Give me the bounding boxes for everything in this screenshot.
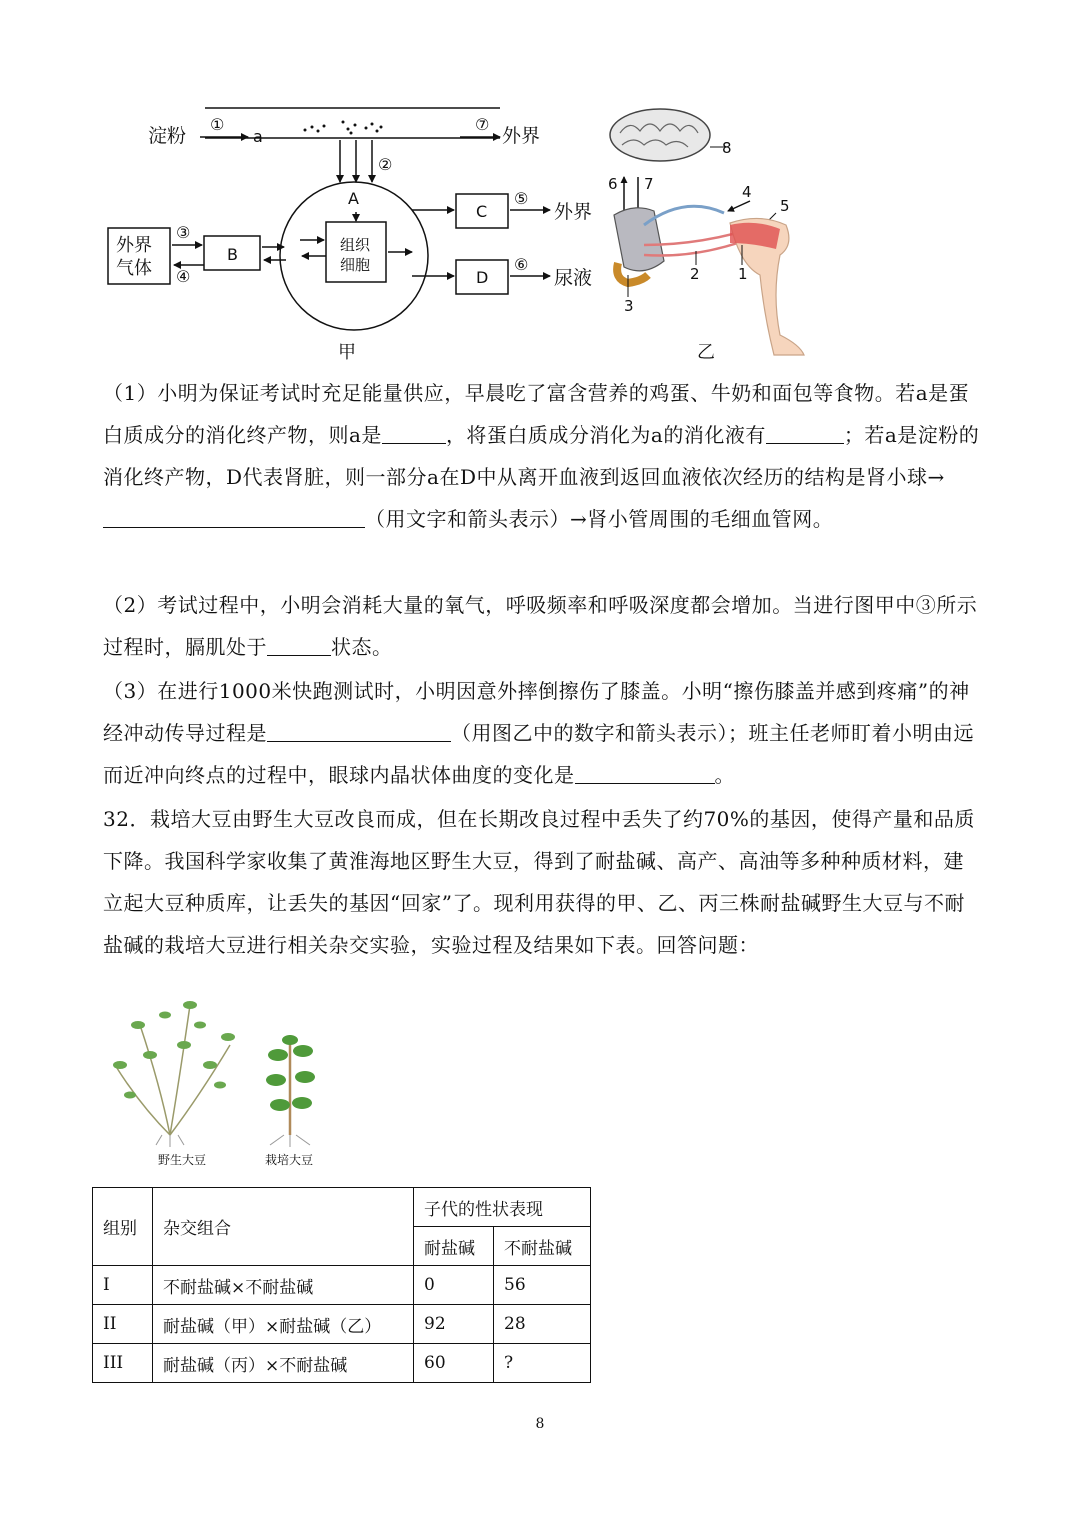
- table-row: III 耐盐碱（丙）×不耐盐碱 60 ?: [93, 1344, 591, 1383]
- air-label-2: 气体: [116, 258, 152, 279]
- outside-label-1: 外界: [502, 125, 541, 147]
- urine-label: 尿液: [554, 267, 593, 289]
- answer-blank[interactable]: [267, 717, 451, 742]
- A-label: A: [348, 189, 359, 208]
- num-3: ③: [176, 223, 191, 242]
- a-label: a: [253, 127, 263, 146]
- cell-label-2: 细胞: [340, 256, 371, 274]
- num-4: ④: [176, 267, 191, 286]
- cultivated-soybean-illustration: [266, 1035, 315, 1147]
- header-intolerant: 不耐盐碱: [494, 1227, 591, 1266]
- air-label-1: 外界: [116, 235, 152, 256]
- num-6: ⑥: [514, 255, 529, 274]
- num-5: ⑤: [514, 189, 529, 208]
- cultivated-soybean-label: 栽培大豆: [265, 1153, 314, 1167]
- page-number: 8: [535, 1416, 545, 1432]
- header-tolerant: 耐盐碱: [414, 1227, 494, 1266]
- header-cross: 杂交组合: [153, 1188, 414, 1266]
- header-offspring: 子代的性状表现: [414, 1188, 591, 1227]
- question-31-part-2: （2）考试过程中，小明会消耗大量的氧气，呼吸频率和呼吸深度都会增加。当进行图甲中③所示过程时，膈肌处于 状态。: [103, 593, 978, 659]
- yi-label-3: 3: [624, 297, 634, 315]
- question-31-part-3: （3）在进行1000米快跑测试时，小明因意外摔倒擦伤了膝盖。小明“擦伤膝盖并感到疼痛”的神经冲动传导过程是 （用图乙中的数字和箭头表示）；班主任老师盯着小明由远而近冲向终点的过程中，眼球内晶状体曲度的变化是 。: [103, 679, 974, 787]
- starch-label: 淀粉: [148, 125, 187, 147]
- cross-results-table: [92, 1187, 591, 1383]
- yi-label-2: 2: [690, 265, 700, 283]
- figure-jia-caption: 甲: [338, 342, 356, 363]
- C-label: C: [476, 202, 488, 221]
- yi-label-1: 1: [738, 265, 748, 283]
- yi-label-4: 4: [742, 183, 752, 201]
- wild-soybean-illustration: [113, 1001, 235, 1147]
- answer-blank[interactable]: [575, 759, 715, 784]
- table-row: II 耐盐碱（甲）×耐盐碱（乙） 92 28: [93, 1305, 591, 1344]
- table-row: I 不耐盐碱×不耐盐碱 0 56: [93, 1266, 591, 1305]
- question-31-part-1: （1）小明为保证考试时充足能量供应，早晨吃了富含营养的鸡蛋、牛奶和面包等食物。若a是蛋白质成分的消化终产物，则a是 ，将蛋白质成分消化为a的消化液有 ；若a是淀粉的消化终产物，D代表肾脏，则一部分a在D中从离开血液到返回血液依次经历的结构是肾小球→（用文字和箭头表示）→肾小管周围的毛细血管网。: [103, 381, 980, 531]
- soybean-plants-figure: [100, 985, 340, 1175]
- brain-illustration: [610, 109, 710, 161]
- header-group: 组别: [93, 1188, 153, 1266]
- yi-label-8: 8: [722, 139, 732, 157]
- answer-blank[interactable]: [103, 503, 365, 528]
- B-label: B: [227, 245, 238, 264]
- particles: [304, 121, 383, 135]
- figure-yi: [600, 105, 820, 370]
- question-32-text: 32．栽培大豆由野生大豆改良而成，但在长期改良过程中丢失了约70%的基因，使得产量和品质下降。我国科学家收集了黄淮海地区野生大豆，得到了耐盐碱、高产、高油等多种种质材料，建立起大豆种质库，让丢失的基因“回家”了。现利用获得的甲、乙、丙三株耐盐碱野生大豆与不耐盐碱的栽培大豆进行相关杂交实验，实验过程及结果如下表。回答问题：: [103, 807, 975, 957]
- yi-label-6: 6: [608, 175, 618, 193]
- answer-blank[interactable]: [382, 419, 446, 444]
- num-7: ⑦: [475, 115, 490, 134]
- yi-label-5: 5: [780, 197, 790, 215]
- outside-label-2: 外界: [554, 201, 593, 223]
- cell-label-1: 组织: [340, 236, 371, 254]
- answer-blank[interactable]: [267, 631, 331, 656]
- num-1: ①: [210, 115, 225, 134]
- leg-illustration: [730, 218, 804, 355]
- num-2: ②: [378, 155, 393, 174]
- figure-yi-caption: 乙: [697, 342, 715, 363]
- yi-label-7: 7: [644, 175, 654, 193]
- figure-jia: [100, 100, 620, 370]
- wild-soybean-label: 野生大豆: [158, 1153, 207, 1167]
- D-label: D: [476, 268, 489, 287]
- answer-blank[interactable]: [766, 419, 844, 444]
